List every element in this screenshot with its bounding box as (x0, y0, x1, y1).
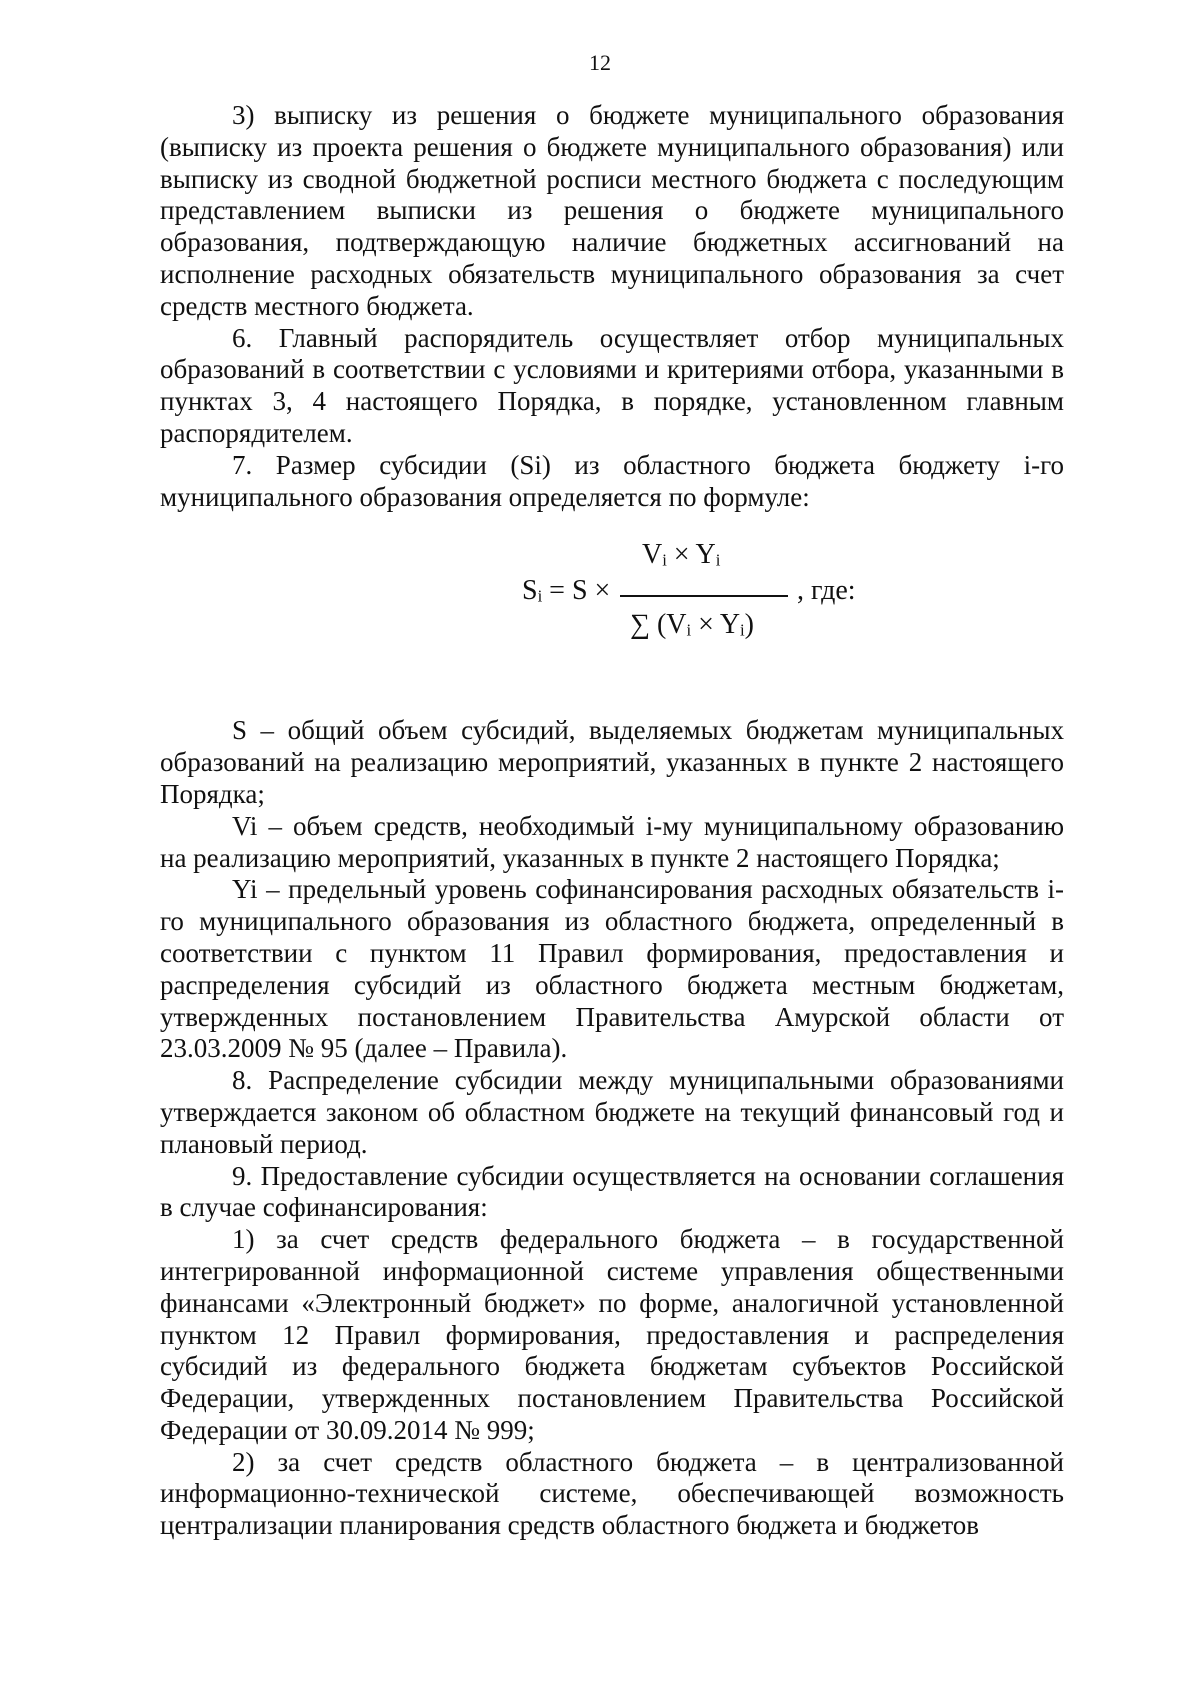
definition-yi: Yi – предельный уровень софинансирования расходных обязательств i-го муниципального образования из областного бюджета, определенный в соответствии с пунктом 11 Правил формирования, предоставления и распределения субсидий из областного бюджета местным бюджетам, утвержденных постановлением Правительства Амурской области от 23.03.2009 № 95 (далее – Правила). (160, 874, 1064, 1064)
paragraph-9-item-1: 1) за счет средств федерального бюджета – в государственной интегрированной информационной системе управления общественными финансами «Электронный бюджет» по форме, аналогичной установленной пунктом 12 Правил формирования, предоставления и распределения субсидий из федерального бюджета бюджетам субъектов Российской Федерации, утвержденных постановлением Правительства Российской Федерации от 30.09.2014 № 999; (160, 1224, 1064, 1445)
formula-where: , где: (797, 575, 856, 607)
paragraph-8: 8. Распределение субсидии между муниципальными образованиями утверждается законом об областном бюджете на текущий финансовый год и плановый период. (160, 1065, 1064, 1159)
document-body (160, 100, 1064, 1542)
paragraph-9: 9. Предоставление субсидии осуществляется на основании соглашения в случае софинансирования: (160, 1160, 1064, 1223)
formula-numerator: Vᵢ × Yᵢ (642, 539, 721, 571)
definition-vi: Vi – объем средств, необходимый i-му муниципальному образованию на реализацию мероприятий, указанных в пункте 2 настоящего Порядка; (160, 810, 1064, 873)
page-number: 12 (589, 50, 611, 75)
subsidy-formula (160, 525, 1064, 695)
paragraph-list-item-3: 3) выписку из решения о бюджете муниципального образования (выписку из проекта решения о бюджете муниципального образования) или выписку из сводной бюджетной росписи местного бюджета с последующим представлением выписки из решения о бюджете муниципального образования, подтверждающую наличие бюджетных ассигнований на исполнение расходных обязательств муниципального образования за счет средств местного бюджета. (160, 100, 1064, 321)
definition-s: S – общий объем субсидий, выделяемых бюджетам муниципальных образований на реализацию мероприятий, указанных в пункте 2 настоящего Порядка; (160, 715, 1064, 809)
formula-lhs: Sᵢ = S × (522, 575, 611, 607)
formula-denominator: ∑ (Vᵢ × Yᵢ) (630, 609, 754, 641)
paragraph-9-item-2: 2) за счет средств областного бюджета – в централизованной информационно-технической системе, обеспечивающей возможность централизации планирования средств областного бюджета и бюджетов (160, 1446, 1064, 1541)
paragraph-6: 6. Главный распорядитель осуществляет отбор муниципальных образований в соответствии с условиями и критериями отбора, указанными в пунктах 3, 4 настоящего Порядка, в порядке, установленном главным распорядителем. (160, 322, 1064, 448)
paragraph-7: 7. Размер субсидии (Si) из областного бюджета бюджету i-го муниципального образования определяется по формуле: (160, 449, 1064, 512)
fraction-bar (620, 595, 788, 597)
